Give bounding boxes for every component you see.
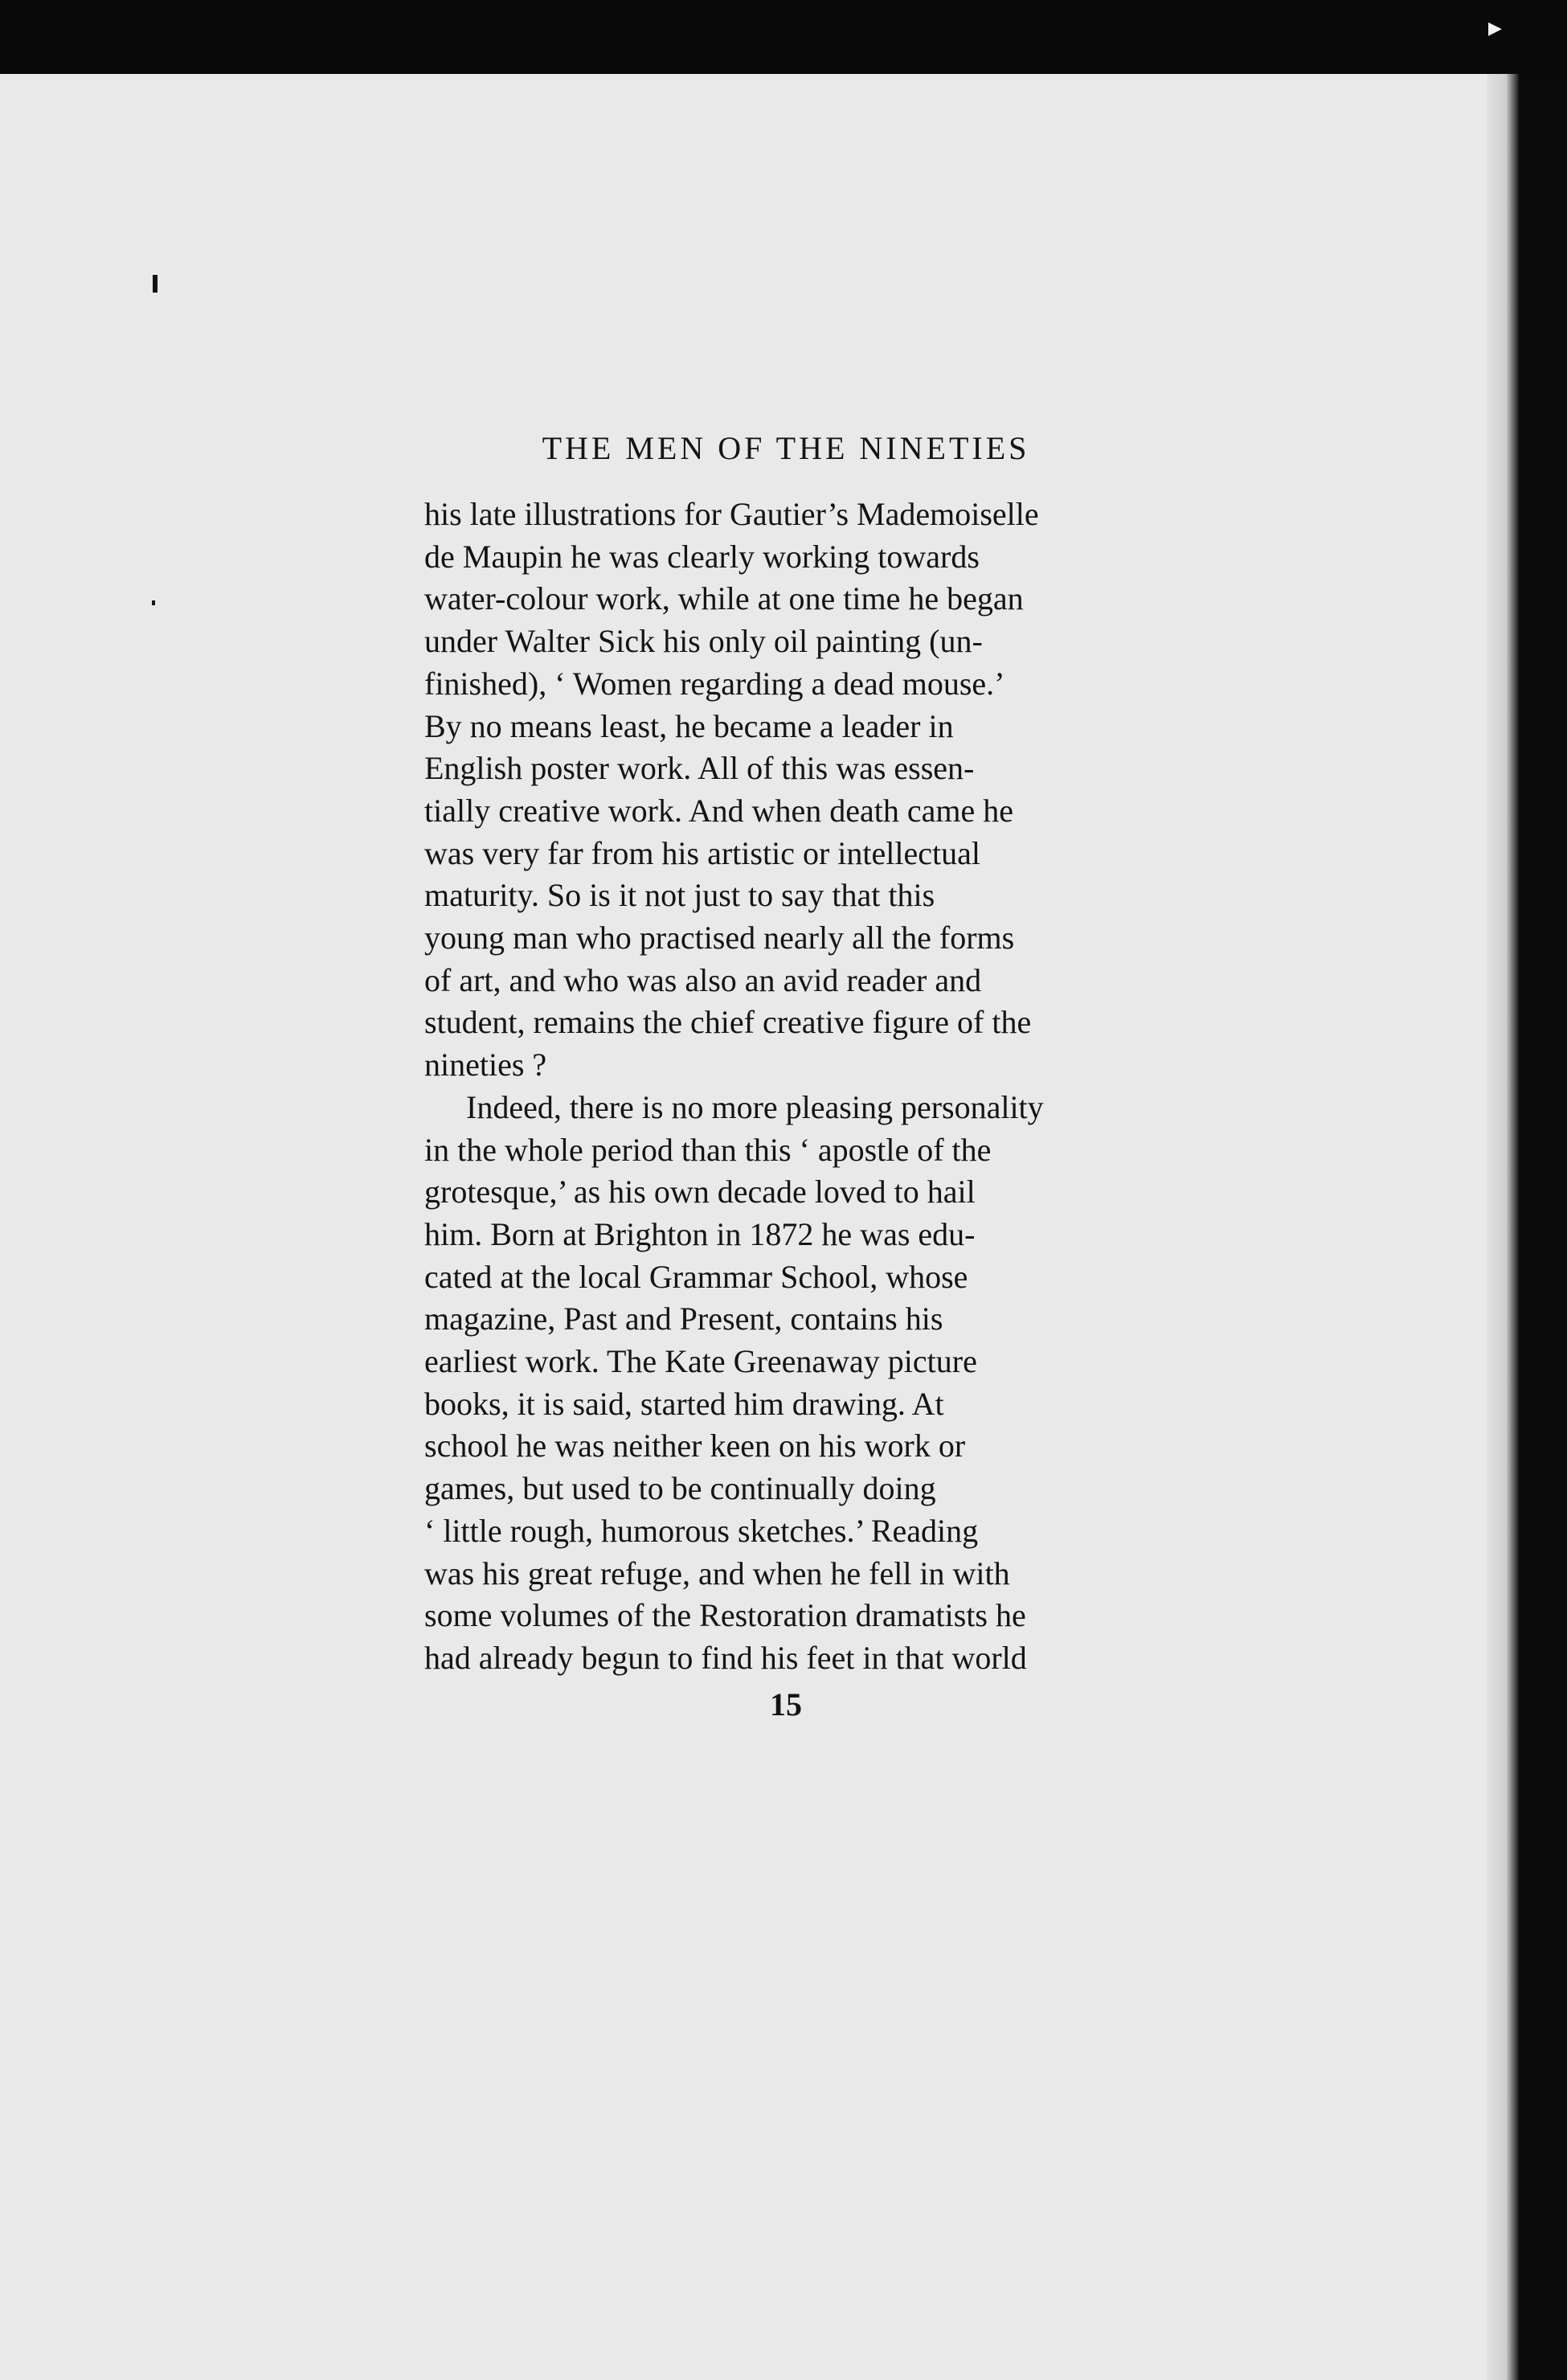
binding-mark	[153, 275, 158, 293]
text-line: ‘ little rough, humorous sketches.’ Reading	[424, 1512, 979, 1549]
text-line: student, remains the chief creative figure of the	[424, 1004, 1032, 1041]
text-line: cated at the local Grammar School, whose	[424, 1258, 968, 1295]
binding-dot	[152, 600, 155, 605]
text-line: nineties ?	[424, 1047, 547, 1083]
text-line: magazine, Past and Present, contains his	[424, 1301, 943, 1337]
page-text-block	[424, 426, 1148, 1725]
text-line: under Walter Sick his only oil painting (un-	[424, 623, 983, 660]
text-line: books, it is said, started him drawing. At	[424, 1385, 944, 1422]
body-text	[424, 494, 1148, 1680]
text-line: games, but used to be continually doing	[424, 1470, 936, 1507]
text-line: was his great refuge, and when he fell in with	[424, 1555, 1010, 1591]
text-line: in the whole period than this ‘ apostle of the	[424, 1131, 992, 1168]
text-line: English poster work. All of this was essen-	[424, 750, 975, 787]
text-line: him. Born at Brighton in 1872 he was edu-	[424, 1215, 976, 1252]
text-line: his late illustrations for Gautier’s Mademoiselle	[424, 496, 1039, 532]
page-number: 15	[770, 1686, 802, 1723]
paragraph	[424, 1087, 1148, 1680]
text-line: tially creative work. And when death came he	[424, 792, 1014, 829]
text-line: earliest work. The Kate Greenaway picture	[424, 1343, 977, 1380]
text-line: some volumes of the Restoration dramatists he	[424, 1597, 1026, 1634]
paragraph	[424, 494, 1148, 1087]
text-line: was very far from his artistic or intellectual	[424, 834, 980, 871]
text-line: of art, and who was also an avid reader and	[424, 961, 982, 998]
text-line: had already begun to find his feet in that world	[424, 1639, 1027, 1676]
text-line: finished), ‘ Women regarding a dead mouse.’	[424, 665, 1005, 702]
text-line: maturity. So is it not just to say that this	[424, 877, 935, 914]
text-line: de Maupin he was clearly working towards	[424, 538, 980, 575]
text-line: young man who practised nearly all the forms	[424, 920, 1015, 957]
text-line: water-colour work, while at one time he began	[424, 580, 1024, 617]
text-line: school he was neither keen on his work or	[424, 1428, 966, 1464]
running-head: THE MEN OF THE NINETIES	[542, 430, 1030, 466]
corner-arrow-icon: ▶	[1488, 18, 1502, 39]
page-edge-shadow	[1487, 74, 1519, 2380]
text-line: Indeed, there is no more pleasing personality	[466, 1088, 1044, 1125]
text-line: By no means least, he became a leader in	[424, 707, 954, 744]
text-line: grotesque,’ as his own decade loved to hail	[424, 1174, 976, 1210]
scan-top-border	[0, 0, 1567, 80]
